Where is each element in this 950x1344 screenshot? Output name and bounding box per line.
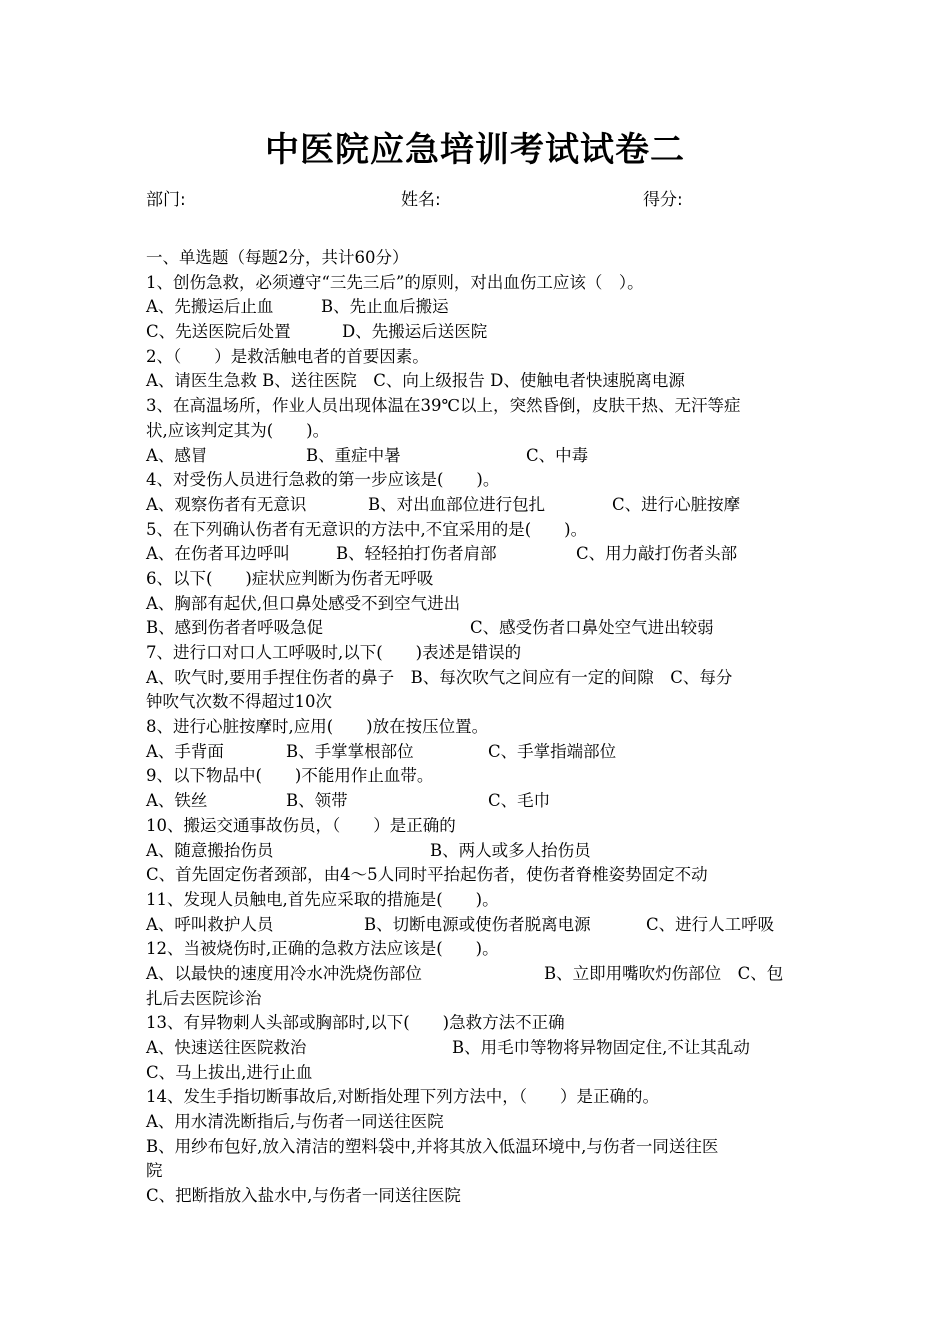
question-line bbox=[146, 764, 826, 789]
line-segment: B、领带 bbox=[286, 791, 348, 811]
line-segment: B、对出血部位进行包扎 bbox=[368, 494, 546, 514]
line-segment: A、呼叫救护人员 bbox=[146, 914, 274, 934]
line-segment: 钟吹气次数不得超过10次 bbox=[146, 692, 332, 712]
line-segment: B、用毛巾等物将异物固定住,不让其乱动 bbox=[452, 1038, 750, 1057]
question-line bbox=[146, 493, 826, 518]
line-segment: B、轻轻拍打伤者肩部 bbox=[336, 544, 497, 564]
name-field: 姓名: bbox=[401, 190, 441, 210]
line-segment: 7、进行口对口人工呼吸时,以下( )表述是错误的 bbox=[146, 643, 522, 662]
line-segment: B、感到伤者者呼吸急促 bbox=[146, 618, 324, 638]
department-field: 部门: bbox=[146, 190, 186, 210]
line-segment: 3、在高温场所，作业人员出现体温在39℃以上，突然昏倒，皮肤干热、无汗等症 bbox=[146, 396, 741, 416]
question-line bbox=[146, 1036, 826, 1061]
line-segment: B、两人或多人抬伤员 bbox=[430, 840, 591, 860]
line-segment: A、随意搬抬伤员 bbox=[146, 840, 274, 860]
line-segment: A、观察伤者有无意识 bbox=[146, 494, 307, 514]
question-line bbox=[146, 567, 826, 592]
question-line bbox=[146, 987, 826, 1012]
line-segment: 14、发生手指切断事故后,对断指处理下列方法中，（ ）是正确的。 bbox=[146, 1087, 659, 1107]
question-line bbox=[146, 592, 826, 617]
line-segment: B、重症中暑 bbox=[306, 445, 401, 465]
line-segment: C、进行心脏按摩 bbox=[612, 494, 741, 514]
question-line bbox=[146, 863, 826, 888]
question-line bbox=[146, 468, 826, 493]
line-segment: 12、当被烧伤时,正确的急救方法应该是( )。 bbox=[146, 939, 499, 959]
line-segment: 2、（ ）是救活触电者的首要因素。 bbox=[146, 346, 429, 366]
line-segment: C、感受伤者口鼻处空气进出较弱 bbox=[470, 618, 714, 638]
question-line bbox=[146, 1184, 826, 1209]
question-line bbox=[146, 1061, 826, 1086]
question-line bbox=[146, 1085, 826, 1110]
question-line bbox=[146, 295, 826, 320]
line-segment: 院 bbox=[146, 1161, 163, 1181]
question-line bbox=[146, 690, 826, 715]
question-line bbox=[146, 666, 826, 691]
line-segment: 10、搬运交通事故伤员，（ ）是正确的 bbox=[146, 815, 456, 835]
score-field: 得分: bbox=[643, 190, 683, 210]
question-line bbox=[146, 419, 826, 444]
line-segment: 1、创伤急救，必须遵守“三先三后”的原则，对出血伤工应该（ ）。 bbox=[146, 272, 644, 292]
line-segment: C、首先固定伤者颈部，由4～5人同时平抬起伤者，使伤者脊椎姿势固定不动 bbox=[146, 865, 708, 885]
line-segment: D、先搬运后送医院 bbox=[342, 322, 488, 342]
line-segment: 5、在下列确认伤者有无意识的方法中,不宜采用的是( )。 bbox=[146, 519, 588, 539]
line-segment: B、先止血后搬运 bbox=[321, 297, 449, 317]
line-segment: A、先搬运后止血 bbox=[146, 297, 274, 317]
question-line bbox=[146, 888, 826, 913]
line-segment: 4、对受伤人员进行急救的第一步应该是( )。 bbox=[146, 470, 500, 490]
line-segment: A、请医生急救 B、送往医院 C、向上级报告 D、使触电者快速脱离电源 bbox=[146, 371, 685, 391]
line-segment: A、感冒 bbox=[146, 445, 208, 465]
question-line bbox=[146, 740, 826, 765]
line-segment: 13、有异物刺人头部或胸部时,以下( )急救方法不正确 bbox=[146, 1013, 565, 1033]
line-segment: C、进行人工呼吸 bbox=[646, 914, 775, 934]
line-segment: A、铁丝 bbox=[146, 791, 208, 811]
line-segment: A、手背面 bbox=[146, 741, 224, 761]
line-segment: 扎后去医院诊治 bbox=[146, 988, 262, 1008]
line-segment: B、手掌掌根部位 bbox=[286, 741, 414, 761]
question-line bbox=[146, 1110, 826, 1135]
line-segment: 6、以下( )症状应判断为伤者无呼吸 bbox=[146, 568, 434, 588]
page-title: 中医院应急培训考试试卷二 bbox=[265, 130, 685, 170]
question-line bbox=[146, 814, 826, 839]
line-segment: 8、进行心脏按摩时,应用( )放在按压位置。 bbox=[146, 717, 489, 737]
line-segment: C、手掌指端部位 bbox=[488, 741, 617, 761]
line-segment: A、在伤者耳边呼叫 bbox=[146, 544, 290, 564]
question-line bbox=[146, 1011, 826, 1036]
line-segment: A、以最快的速度用冷水冲洗烧伤部位 bbox=[146, 963, 422, 983]
question-line bbox=[146, 616, 826, 641]
line-segment: A、胸部有起伏,但口鼻处感受不到空气进出 bbox=[146, 593, 461, 613]
question-line bbox=[146, 1159, 826, 1184]
question-line bbox=[146, 789, 826, 814]
line-segment: B、立即用嘴吹灼伤部位 C、包 bbox=[544, 963, 784, 983]
line-segment: C、先送医院后处置 bbox=[146, 322, 291, 342]
line-segment: 状,应该判定其为( )。 bbox=[146, 420, 330, 440]
question-list bbox=[146, 246, 826, 1209]
question-line bbox=[146, 345, 826, 370]
line-segment: 11、发现人员触电,首先应采取的措施是( )。 bbox=[146, 889, 499, 909]
line-segment: C、中毒 bbox=[526, 445, 589, 465]
question-line bbox=[146, 394, 826, 419]
line-segment: C、用力敲打伤者头部 bbox=[576, 544, 738, 564]
question-line bbox=[146, 962, 826, 987]
line-segment: A、吹气时,要用手捏住伤者的鼻子 B、每次吹气之间应有一定的间隙 C、每分 bbox=[146, 667, 733, 687]
line-segment: A、用水清洗断指后,与伤者一同送往医院 bbox=[146, 1112, 444, 1132]
question-line bbox=[146, 320, 826, 345]
section-heading: 一、单选题（每题2分，共计60分） bbox=[146, 248, 409, 267]
question-line bbox=[146, 271, 826, 296]
line-segment: B、切断电源或使伤者脱离电源 bbox=[364, 914, 591, 934]
question-line bbox=[146, 369, 826, 394]
question-line bbox=[146, 913, 826, 938]
line-segment: C、把断指放入盐水中,与伤者一同送往医院 bbox=[146, 1186, 461, 1206]
line-segment: B、用纱布包好,放入清洁的塑料袋中,并将其放入低温环境中,与伤者一同送往医 bbox=[146, 1136, 719, 1156]
question-line bbox=[146, 937, 826, 962]
line-segment: C、马上拔出,进行止血 bbox=[146, 1062, 313, 1082]
question-line bbox=[146, 839, 826, 864]
line-segment: 9、以下物品中( )不能用作止血带。 bbox=[146, 766, 434, 786]
question-line bbox=[146, 1135, 826, 1160]
line-segment: A、快速送往医院救治 bbox=[146, 1038, 307, 1057]
question-line bbox=[146, 444, 826, 469]
question-line bbox=[146, 641, 826, 666]
line-segment: C、毛巾 bbox=[488, 791, 551, 811]
question-line bbox=[146, 715, 826, 740]
question-line bbox=[146, 542, 826, 567]
question-line bbox=[146, 518, 826, 543]
